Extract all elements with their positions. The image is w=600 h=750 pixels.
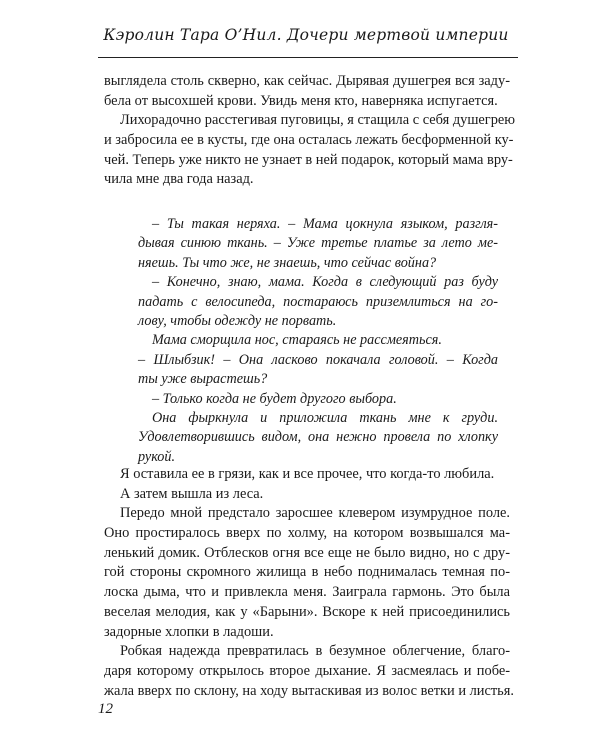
- text-line: рукой.: [138, 448, 176, 465]
- text-line: ленький домик. Отблесков огня все еще не было видно, но с дру-: [104, 544, 510, 561]
- text-line: Она фыркнула и приложила ткань мне к груди.: [152, 409, 498, 426]
- text-line: Оно простиралось вверх по холму, на котором возвышался ма-: [104, 525, 510, 542]
- text-line: падать с велосипеда, постараюсь приземлиться на го-: [138, 293, 498, 310]
- text-line: Лихорадочно расстегивая пуговицы, я стащила с себя душегрею: [120, 112, 516, 129]
- text-line: дывая синюю ткань. – Уже третье платье за лето ме-: [138, 235, 498, 252]
- text-line: бела от высохшей крови. Увидь меня кто, наверняка испугается.: [104, 92, 498, 109]
- text-line: веселая мелодия, как у «Барыни». Вскоре к ней присоединились: [104, 603, 510, 620]
- text-line: лоска дыма, что и привлекла меня. Заиграла гармонь. Это была: [104, 584, 510, 601]
- text-line: чей. Теперь уже никто не узнает в ней подарок, который мама вру-: [104, 151, 513, 168]
- text-line: – Конечно, знаю, мама. Когда в следующий раз буду: [152, 274, 498, 291]
- text-line: и забросила ее в кусты, где она осталась лежать бесформенной ку-: [104, 132, 514, 149]
- prose-top: [104, 72, 516, 190]
- text-line: Удовлетворившись видом, она нежно провела по хлопку: [138, 429, 498, 446]
- text-line: – Ты такая неряха. – Мама цокнула языком, разгля-: [152, 216, 498, 232]
- flashback-block: [138, 215, 498, 467]
- text-line: А затем вышла из леса.: [120, 485, 264, 502]
- header-rule: [98, 57, 518, 58]
- text-line: ты уже вырастешь?: [138, 371, 268, 388]
- running-header: Кэролин Тара О’Нил. Дочери мертвой империи: [103, 26, 509, 44]
- prose-bottom: [104, 465, 514, 701]
- text-line: выглядела столь скверно, как сейчас. Дырявая душегрея вся заду-: [104, 73, 510, 89]
- text-line: гой стороны скромного жилища в небо поднималась темная по-: [104, 564, 510, 581]
- text-line: – Только когда не будет другого выбора.: [152, 390, 397, 407]
- text-line: лову, чтобы одежду не порвать.: [138, 312, 337, 329]
- text-line: Робкая надежда превратилась в безумное облегчение, благо-: [120, 643, 510, 660]
- text-line: Мама сморщила нос, стараясь не рассмеяться.: [152, 332, 442, 349]
- text-line: – Шлыбзик! – Она ласково покачала головой. – Когда: [138, 351, 498, 368]
- text-line: чила мне два года назад.: [104, 171, 254, 188]
- text-line: даря которому открылось второе дыхание. Я засмеялась и побе-: [104, 662, 510, 679]
- text-line: няешь. Ты что же, не знаешь, что сейчас война?: [138, 254, 437, 271]
- text-line: задорные хлопки в ладоши.: [104, 623, 274, 640]
- text-line: Я оставила ее в грязи, как и все прочее, что когда-то любила.: [120, 466, 495, 482]
- text-line: жала вверх по склону, на ходу вытаскивая из волос ветки и листья.: [104, 682, 514, 699]
- page-number: 12: [98, 701, 113, 717]
- text-line: Передо мной предстало заросшее клевером изумрудное поле.: [120, 505, 510, 522]
